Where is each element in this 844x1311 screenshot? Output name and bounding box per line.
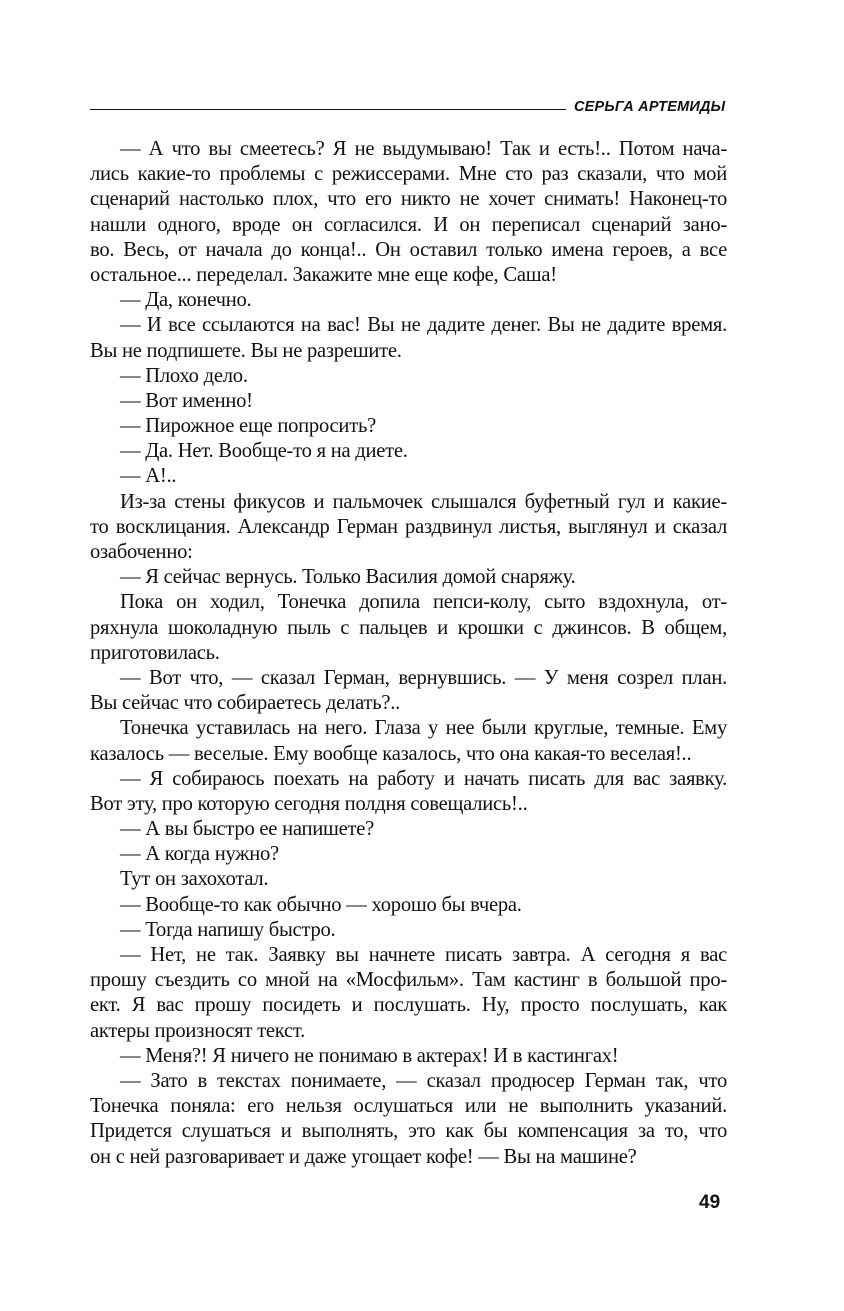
text-line: то восклицания. Александр Герман раздвинул листья, выглянул и сказал — [90, 515, 727, 538]
page-number: 49 — [699, 1192, 721, 1213]
paragraph — [90, 1069, 727, 1170]
paragraph — [90, 137, 727, 288]
paragraph — [90, 389, 727, 414]
paragraph — [90, 943, 727, 1044]
text-line: нашли одного, вроде он согласился. И он переписал сценарий зано- — [90, 213, 727, 236]
text-line: Вот эту, про которую сегодня полдня совещались!.. — [90, 792, 528, 815]
paragraph — [90, 313, 727, 363]
text-line: — А когда нужно? — [120, 843, 279, 866]
text-line: Тут он захохотал. — [120, 868, 269, 891]
text-line: — Вообще-то как обычно — хорошо бы вчера. — [120, 893, 522, 916]
paragraph — [90, 716, 727, 766]
text-line: Тонечка уставилась на него. Глаза у нее были круглые, темные. Ему — [120, 717, 727, 740]
text-line: Пока он ходил, Тонечка допила пепси-колу, сыто вздохнула, от- — [120, 591, 727, 614]
text-line: — А вы быстро ее напишете? — [120, 818, 375, 841]
text-line: — Я сейчас вернусь. Только Василия домой снаряжу. — [120, 566, 576, 589]
text-line: актеры произносят текст. — [90, 1019, 306, 1042]
paragraph — [90, 364, 727, 389]
text-line: Тонечка поняла: его нельзя ослушаться или не выполнить указаний. — [90, 1095, 727, 1118]
text-line: он с ней разговаривает и даже угощает кофе! — Вы на машине? — [90, 1145, 637, 1168]
paragraph — [90, 490, 727, 566]
text-line: казалось — веселые. Ему вообще казалось, что она какая-то веселая!.. — [90, 742, 692, 765]
text-line: во. Весь, от начала до конца!.. Он оставил только имена героев, а все — [90, 238, 727, 261]
text-line: — Пирожное еще попросить? — [120, 415, 376, 438]
text-line: сценарий настолько плох, что его никто не хочет снимать! Наконец-то — [90, 188, 727, 211]
paragraph — [90, 439, 727, 464]
text-line: — И все ссылаются на вас! Вы не дадите денег. Вы не дадите время. — [120, 314, 727, 337]
text-line: Вы не подпишете. Вы не разрешите. — [90, 339, 402, 362]
text-line: Вы сейчас что собираетесь делать?.. — [90, 692, 401, 715]
paragraph — [90, 1044, 727, 1069]
text-line: прошу съездить со мной на «Мосфильм». Там кастинг в большой про- — [90, 969, 727, 992]
text-line: — А!.. — [120, 465, 177, 488]
text-line: — Да, конечно. — [120, 289, 252, 312]
text-line: приготовилась. — [90, 641, 220, 664]
text-line: Из-за стены фикусов и пальмочек слышался буфетный гул и какие- — [120, 490, 727, 513]
paragraph — [90, 414, 727, 439]
text-line: — Зато в текстах понимаете, — сказал продюсер Герман так, что — [120, 1069, 727, 1092]
text-line: — Вот именно! — [120, 389, 253, 412]
paragraph — [90, 918, 727, 943]
text-line: — А что вы смеетесь? Я не выдумываю! Так и есть!.. Потом нача- — [120, 138, 727, 160]
body-text — [90, 137, 727, 1170]
text-line: Придется слушаться и выполнять, это как бы компенсация за то, что — [90, 1120, 727, 1143]
paragraph — [90, 842, 727, 867]
paragraph — [90, 867, 727, 892]
text-line: — Я собираюсь поехать на работу и начать писать для вас заявку. — [120, 767, 727, 790]
text-line: ект. Я вас прошу посидеть и послушать. Ну, просто послушать, как — [90, 994, 727, 1017]
text-line: озабоченно: — [90, 541, 193, 563]
header-rule — [90, 109, 566, 110]
text-line: — Тогда напишу быстро. — [120, 918, 336, 941]
text-line: — Вот что, — сказал Герман, вернувшись. — У меня созрел план. — [120, 666, 727, 689]
paragraph — [90, 767, 727, 817]
text-line: — Меня?! Я ничего не понимаю в актерах! И в кастингах! — [120, 1044, 619, 1067]
paragraph — [90, 666, 727, 716]
paragraph — [90, 817, 727, 842]
text-line: лись какие-то проблемы с режиссерами. Мне сто раз сказали, что мой — [90, 163, 727, 186]
text-line: — Нет, не так. Заявку вы начнете писать завтра. А сегодня я вас — [120, 944, 727, 966]
paragraph — [90, 288, 727, 313]
paragraph — [90, 893, 727, 918]
running-title: СЕРЬГА АРТЕМИДЫ — [574, 99, 726, 115]
paragraph — [90, 590, 727, 666]
paragraph — [90, 464, 727, 489]
text-line: — Плохо дело. — [120, 364, 248, 387]
paragraph — [90, 565, 727, 590]
text-line: — Да. Нет. Вообще-то я на диете. — [120, 440, 408, 463]
text-line: ряхнула шоколадную пыль с пальцев и крошки с джинсов. В общем, — [90, 616, 727, 639]
text-line: остальное... переделал. Закажите мне еще кофе, Саша! — [90, 263, 557, 286]
